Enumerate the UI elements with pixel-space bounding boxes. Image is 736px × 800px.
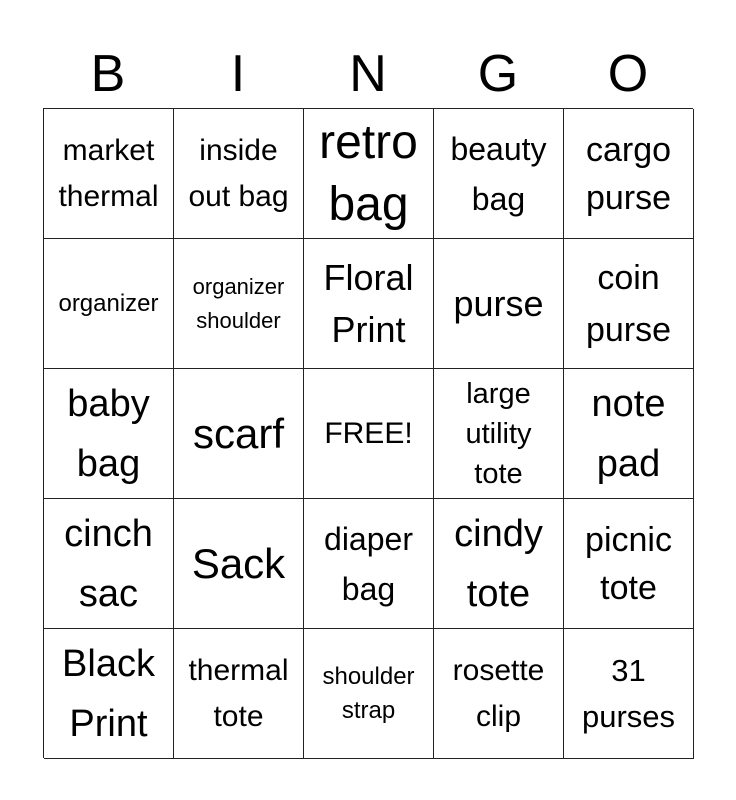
cell-line: pad — [596, 442, 661, 485]
cell-line: tote — [474, 457, 523, 490]
cell-line: Black — [62, 642, 155, 685]
cell-line: clip — [475, 699, 521, 733]
cell-line: inside — [199, 133, 278, 167]
bingo-cell-coin-purse[interactable] — [564, 239, 694, 369]
cell-line: purses — [581, 698, 676, 734]
cell-line: cindy — [454, 512, 543, 555]
cell-line: cargo — [585, 130, 672, 169]
cell-line: thermal — [58, 179, 159, 213]
cell-line: organizer — [58, 289, 159, 317]
cell-line: tote — [600, 568, 657, 607]
bingo-cell-cinch-sac[interactable] — [44, 499, 174, 629]
cell-line: picnic — [585, 520, 672, 559]
cell-line: thermal — [188, 653, 289, 687]
cell-line: shoulder — [322, 662, 415, 690]
bingo-cell-cargo-purse[interactable] — [564, 109, 694, 239]
cell-line: Floral — [323, 256, 414, 298]
bingo-cell-baby-bag[interactable] — [44, 369, 174, 499]
cell-line: utility — [465, 417, 532, 450]
cell-line: bag — [341, 570, 396, 607]
cell-line: note — [591, 382, 666, 425]
cell-line: strap — [341, 696, 396, 724]
cell-line: bag — [328, 177, 409, 231]
header-letter-g: G — [477, 45, 519, 103]
cell-line: retro — [319, 115, 418, 169]
cell-line: market — [62, 133, 155, 167]
bingo-cell-sack[interactable] — [174, 499, 304, 629]
bingo-cell-free-space[interactable] — [304, 369, 434, 499]
bingo-cell-retro-bag[interactable] — [304, 109, 434, 239]
cell-line: sac — [78, 572, 139, 615]
cell-line: Sack — [191, 539, 286, 587]
cell-line: purse — [453, 282, 544, 324]
bingo-board — [43, 108, 693, 758]
bingo-cell-large-utility-tote[interactable] — [434, 369, 564, 499]
bingo-cell-inside-out-bag[interactable] — [174, 109, 304, 239]
cell-line: bag — [76, 442, 141, 485]
bingo-cell-note-pad[interactable] — [564, 369, 694, 499]
header-letter-b: B — [90, 45, 126, 103]
cell-line: baby — [67, 382, 150, 425]
bingo-cell-cindy-tote[interactable] — [434, 499, 564, 629]
bingo-cell-rosette-clip[interactable] — [434, 629, 564, 759]
cell-line: shoulder — [196, 307, 281, 333]
bingo-cell-picnic-tote[interactable] — [564, 499, 694, 629]
cell-line: bag — [471, 180, 526, 217]
cell-line: coin — [597, 258, 660, 297]
header-letter-o: O — [607, 45, 649, 103]
cell-line: purse — [585, 310, 672, 349]
bingo-cell-market-thermal[interactable] — [44, 109, 174, 239]
cell-line: 31 — [611, 652, 646, 688]
bingo-cell-organizer[interactable] — [44, 239, 174, 369]
bingo-cell-scarf[interactable] — [174, 369, 304, 499]
cell-line: scarf — [192, 409, 284, 457]
cell-line: organizer — [192, 273, 285, 299]
bingo-cell-diaper-bag[interactable] — [304, 499, 434, 629]
cell-line: cinch — [64, 512, 153, 555]
cell-line: large — [466, 377, 531, 410]
cell-line: diaper — [324, 520, 413, 557]
bingo-cell-beauty-bag[interactable] — [434, 109, 564, 239]
bingo-cell-black-print[interactable] — [44, 629, 174, 759]
cell-line: purse — [585, 178, 672, 217]
header-letter-i: I — [230, 45, 246, 103]
cell-line: out bag — [188, 179, 289, 213]
bingo-cell-31-purses[interactable] — [564, 629, 694, 759]
cell-line: beauty — [450, 130, 547, 167]
cell-line: FREE! — [324, 416, 413, 450]
cell-line: Print — [331, 308, 406, 350]
cell-line: tote — [466, 572, 531, 615]
bingo-cell-thermal-tote[interactable] — [174, 629, 304, 759]
cell-line: rosette — [452, 653, 545, 687]
bingo-cell-purse[interactable] — [434, 239, 564, 369]
cell-line: tote — [213, 699, 264, 733]
bingo-cell-organizer-shoulder[interactable] — [174, 239, 304, 369]
bingo-header — [43, 40, 693, 108]
bingo-cell-floral-print[interactable] — [304, 239, 434, 369]
cell-line: Print — [69, 702, 148, 745]
bingo-cell-shoulder-strap[interactable] — [304, 629, 434, 759]
header-letter-n: N — [349, 45, 387, 103]
